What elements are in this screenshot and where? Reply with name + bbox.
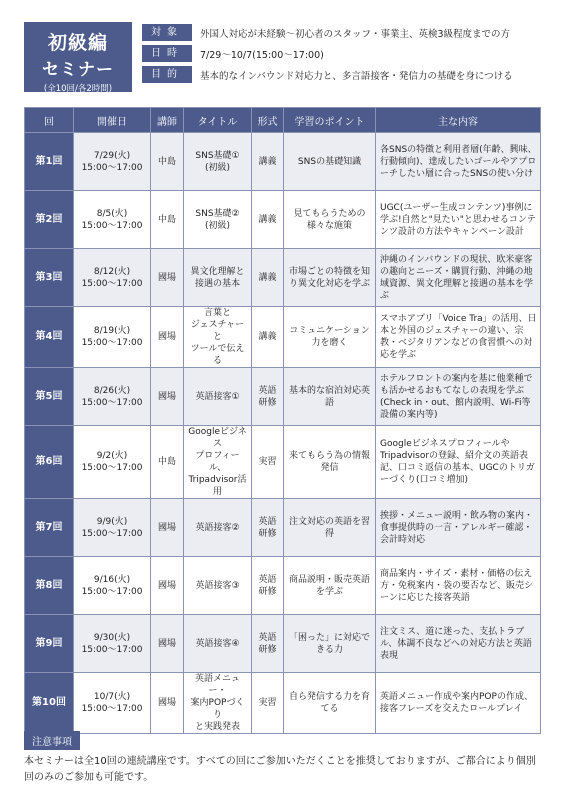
session-content: Googleビジネスプロフィールや Tripadvisorの登録、紹介文の英語表記、口コミ返信の基本、UGCのトリガーづくり(口コミ増加) xyxy=(376,426,541,499)
session-number: 第9回 xyxy=(25,615,74,673)
session-format: 英語 研修 xyxy=(252,615,284,673)
info-row-datetime xyxy=(142,45,540,62)
session-point: 自ら発信する力を育てる xyxy=(284,673,376,734)
info-value: 7/29〜10/7(15:00〜17:00) xyxy=(200,49,324,61)
session-title: SNS基礎② (初級) xyxy=(184,191,252,249)
session-number: 第5回 xyxy=(25,368,74,426)
seminar-badge xyxy=(24,22,132,92)
info-value: 基本的なインバウンド対応力と、多言語接客・発信力の基礎を身につける xyxy=(200,70,513,82)
info-row-target xyxy=(142,24,540,41)
session-lecturer: 國場 xyxy=(151,615,184,673)
info-label: 対象 xyxy=(142,24,192,41)
session-point: 商品説明・販売英語を学ぶ xyxy=(284,557,376,615)
info-label: 目的 xyxy=(142,66,192,83)
table-row xyxy=(25,426,541,499)
col-header-format: 形式 xyxy=(252,108,284,133)
session-lecturer: 中島 xyxy=(151,133,184,191)
session-number: 第6回 xyxy=(25,426,74,499)
table-row xyxy=(25,557,541,615)
session-content: UGC(ユーザー生成コンテンツ)事例に学ぶ!自然と"見たい"と思わせるコンテンツ設計の方法やキャンペーン設計 xyxy=(376,191,541,249)
session-format: 講義 xyxy=(252,191,284,249)
session-number: 第1回 xyxy=(25,133,74,191)
session-point: コミュニケーション力を磨く xyxy=(284,307,376,368)
col-header-session: 回 xyxy=(25,108,74,133)
table-row xyxy=(25,249,541,307)
badge-level: 初級編 xyxy=(47,32,108,54)
session-lecturer: 國場 xyxy=(151,307,184,368)
session-point: 基本的な宿泊対応英語 xyxy=(284,368,376,426)
notice-label: 注意事項 xyxy=(24,731,80,750)
session-title: 英語接客③ xyxy=(184,557,252,615)
session-format: 英語 研修 xyxy=(252,499,284,557)
col-header-lecturer: 講師 xyxy=(151,108,184,133)
session-format: 講義 xyxy=(252,249,284,307)
session-title: SNS基礎① (初級) xyxy=(184,133,252,191)
session-format: 実習 xyxy=(252,673,284,734)
session-point: 来てもらう為の情報発信 xyxy=(284,426,376,499)
info-block xyxy=(142,24,540,87)
session-number: 第7回 xyxy=(25,499,74,557)
session-content: 挨拶・メニュー説明・飲み物の案内・食事提供時の一言・アレルギー確認・会計時対応 xyxy=(376,499,541,557)
col-header-point: 学習のポイント xyxy=(284,108,376,133)
session-number: 第8回 xyxy=(25,557,74,615)
col-header-content: 主な内容 xyxy=(376,108,541,133)
info-label: 日時 xyxy=(142,45,192,62)
session-content: 各SNSの特徴と利用者層(年齢、興味、行動傾向)、達成したいゴールやアプローチしたい層に合ったSNSの使い分け xyxy=(376,133,541,191)
session-number: 第2回 xyxy=(25,191,74,249)
session-date: 10/7(火) 15:00〜17:00 xyxy=(74,673,151,734)
session-lecturer: 國場 xyxy=(151,499,184,557)
session-number: 第3回 xyxy=(25,249,74,307)
session-date: 9/9(火) 15:00〜17:00 xyxy=(74,499,151,557)
badge-title: セミナー xyxy=(42,60,114,80)
session-title: 英語接客④ xyxy=(184,615,252,673)
table-row xyxy=(25,499,541,557)
session-date: 8/5(火) 15:00〜17:00 xyxy=(74,191,151,249)
notice-block xyxy=(24,730,540,786)
session-lecturer: 國場 xyxy=(151,673,184,734)
session-title: 異文化理解と 接遇の基本 xyxy=(184,249,252,307)
session-date: 8/26(火) 15:00〜17:00 xyxy=(74,368,151,426)
table-row xyxy=(25,615,541,673)
schedule-table xyxy=(24,107,541,734)
session-format: 講義 xyxy=(252,307,284,368)
session-content: 注文ミス、道に迷った、支払トラブル、体調不良などへの対応方法と英語表現 xyxy=(376,615,541,673)
table-row xyxy=(25,673,541,734)
session-format: 英語 研修 xyxy=(252,557,284,615)
session-date: 9/30(火) 15:00〜17:00 xyxy=(74,615,151,673)
session-date: 9/16(火) 15:00〜17:00 xyxy=(74,557,151,615)
session-title: 英語接客② xyxy=(184,499,252,557)
session-content: スマホアプリ「Voice Tra」の活用、日本と外国のジェスチャーの違い、宗教・ベジタリアンなどの食習慣への対応を学ぶ xyxy=(376,307,541,368)
col-header-date: 開催日 xyxy=(74,108,151,133)
session-date: 9/2(火) 15:00〜17:00 xyxy=(74,426,151,499)
session-content: 商品案内・サイズ・素材・価格の伝え方・免税案内・袋の要否など、販売シーンに応じた接客英語 xyxy=(376,557,541,615)
session-point: 見てもらうための様々な施策 xyxy=(284,191,376,249)
table-row xyxy=(25,191,541,249)
schedule-body xyxy=(25,133,541,734)
session-format: 英語 研修 xyxy=(252,368,284,426)
table-header-row xyxy=(25,108,541,133)
table-row xyxy=(25,368,541,426)
session-title: 英語接客① xyxy=(184,368,252,426)
session-point: SNSの基礎知識 xyxy=(284,133,376,191)
session-date: 8/12(火) 15:00〜17:00 xyxy=(74,249,151,307)
info-row-purpose xyxy=(142,66,540,83)
session-lecturer: 中島 xyxy=(151,191,184,249)
session-point: 注文対応の英語を習得 xyxy=(284,499,376,557)
session-lecturer: 國場 xyxy=(151,557,184,615)
session-lecturer: 國場 xyxy=(151,368,184,426)
col-header-title: タイトル xyxy=(184,108,252,133)
session-point: 「困った」に対応できる力 xyxy=(284,615,376,673)
session-title: 言葉と ジェスチャーと ツールで伝える xyxy=(184,307,252,368)
session-date: 8/19(火) 15:00〜17:00 xyxy=(74,307,151,368)
info-value: 外国人対応が未経験〜初心者のスタッフ・事業主、英検3級程度までの方 xyxy=(200,28,511,40)
table-row xyxy=(25,307,541,368)
table-row xyxy=(25,133,541,191)
session-content: ホテルフロントの案内を基に他業種でも活かせるおもてなしの表現を学ぶ(Check in・out、館内説明、Wi-Fi等設備の案内等) xyxy=(376,368,541,426)
session-content: 沖縄のインバウンドの現状、欧米豪客の趣向とニーズ・購買行動、沖縄の地域資源、異文化理解と接遇の基本を学ぶ xyxy=(376,249,541,307)
session-title: 英語メニュー・ 案内POPづくり と実践発表 xyxy=(184,673,252,734)
notice-text: 本セミナーは全10回の連続講座です。すべての回にご参加いただくことを推奨しておりますが、ご都合により個別回のみのご参加も可能です。 xyxy=(24,756,536,783)
session-point: 市場ごとの特徴を知り異文化対応を学ぶ xyxy=(284,249,376,307)
session-number: 第4回 xyxy=(25,307,74,368)
session-lecturer: 中島 xyxy=(151,426,184,499)
session-lecturer: 國場 xyxy=(151,249,184,307)
header xyxy=(24,22,540,92)
badge-sessions: (全10回/各2時間) xyxy=(43,84,113,94)
session-date: 7/29(火) 15:00〜17:00 xyxy=(74,133,151,191)
session-number: 第10回 xyxy=(25,673,74,734)
session-content: 英語メニュー作成や案内POPの作成、接客フレーズを交えたロールプレイ xyxy=(376,673,541,734)
session-format: 講義 xyxy=(252,133,284,191)
session-title: Googleビジネス プロフィール、 Tripadvisor活用 xyxy=(184,426,252,499)
session-format: 実習 xyxy=(252,426,284,499)
